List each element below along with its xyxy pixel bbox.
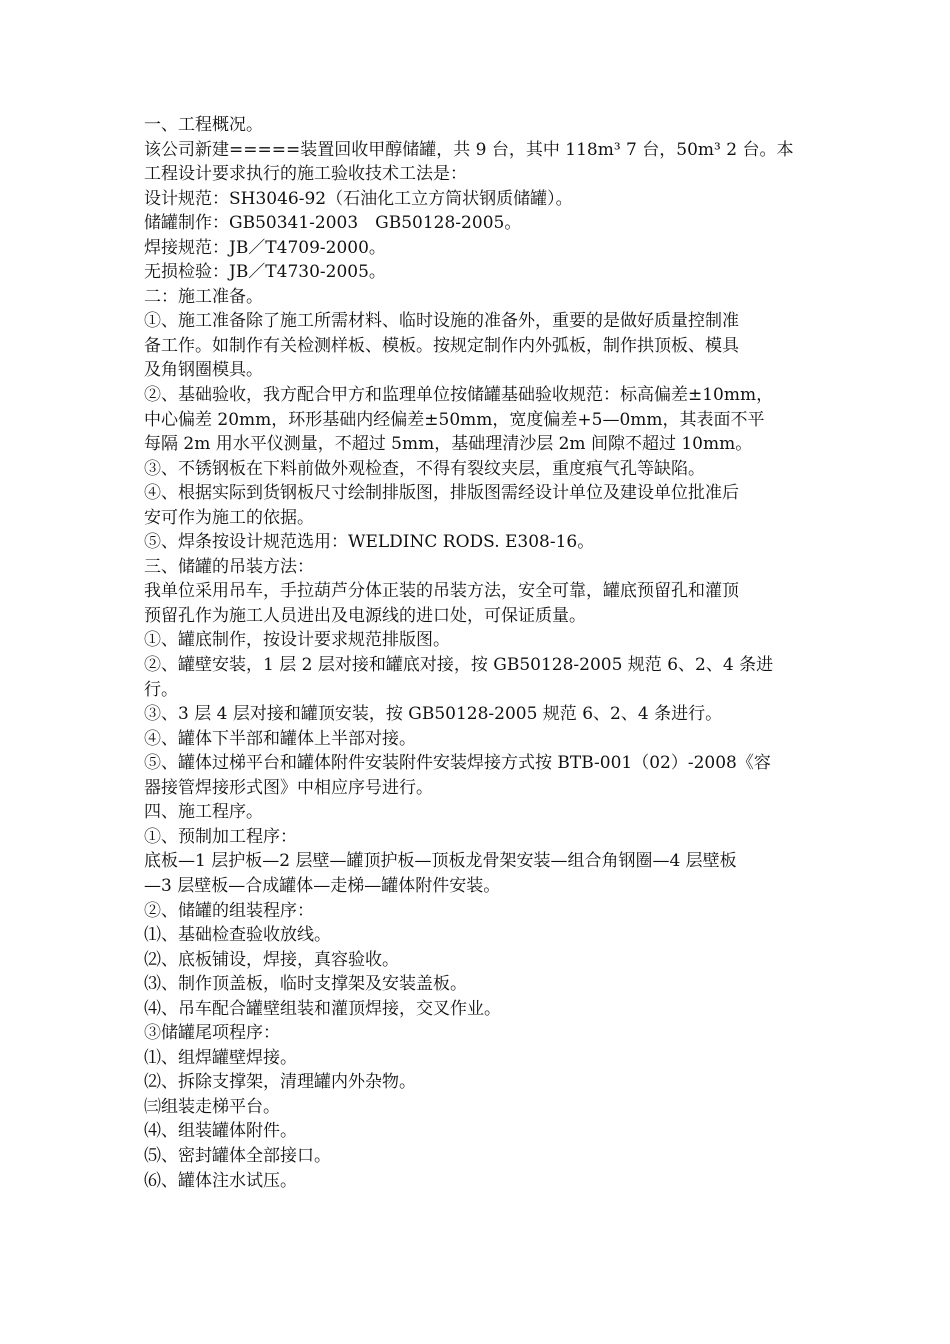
- text-line: 无损检验：JB／T4730-2005。: [144, 262, 386, 283]
- text-line: 中心偏差 20mm，环形基础内经偏差±50mm，宽度偏差+5—0mm，其表面不平: [144, 409, 765, 430]
- text-line: 储罐制作：GB50341-2003 GB50128-2005。: [144, 213, 522, 234]
- list-item: ⑴、基础检查验收放线。: [144, 925, 331, 946]
- text-line: 及角钢圈模具。: [144, 360, 263, 381]
- text-line: 安可作为施工的依据。: [144, 507, 314, 528]
- text-line: 行。: [144, 679, 178, 700]
- section-heading: 四、施工程序。: [144, 802, 263, 823]
- list-item: ⑷、吊车配合罐壁组装和灌顶焊接，交叉作业。: [144, 998, 501, 1019]
- text-line: ③储罐尾项程序：: [144, 1023, 280, 1044]
- text-line: 设计规范：SH3046-92（石油化工立方筒状钢质储罐）。: [144, 188, 573, 209]
- list-item: ⑷、组装罐体附件。: [144, 1121, 297, 1142]
- document-body: [144, 113, 812, 1193]
- text-line: ④、根据实际到货钢板尺寸绘制排版图，排版图需经设计单位及建设单位批准后: [144, 483, 739, 504]
- section-heading: 二：施工准备。: [144, 286, 263, 307]
- text-line: ①、罐底制作，按设计要求规范排版图。: [144, 630, 450, 651]
- list-item: ⑹、罐体注水试压。: [144, 1170, 297, 1191]
- text-line: ②、基础验收，我方配合甲方和监理单位按储罐基础验收规范：标高偏差±10mm，: [144, 385, 774, 406]
- text-line: 焊接规范：JB／T4709-2000。: [144, 237, 386, 258]
- text-line: 底板—1 层护板—2 层壁—罐顶护板—顶板龙骨架安装—组合角钢圈—4 层壁板: [144, 851, 737, 872]
- list-item: ⑵、底板铺设，焊接，真容验收。: [144, 949, 399, 970]
- text-line: ②、储罐的组装程序：: [144, 900, 314, 921]
- text-line: —3 层壁板—合成罐体—走梯—罐体附件安装。: [144, 875, 501, 896]
- list-item: ㈢组装走梯平台。: [144, 1096, 280, 1117]
- text-line: ④、罐体下半部和罐体上半部对接。: [144, 728, 416, 749]
- list-item: ⑴、组焊罐壁焊接。: [144, 1047, 297, 1068]
- text-line: 预留孔作为施工人员进出及电源线的进口处，可保证质量。: [144, 605, 586, 626]
- text-line: ⑤、焊条按设计规范选用：WELDINC RODS. E308-16。: [144, 532, 595, 553]
- text-line: ①、预制加工程序：: [144, 826, 297, 847]
- text-line: 器接管焊接形式图》中相应序号进行。: [144, 777, 433, 798]
- text-line: 该公司新建=====装置回收甲醇储罐，共 9 台，其中 118m³ 7 台，50m³ 2 台。本: [144, 139, 794, 160]
- text-line: 备工作。如制作有关检测样板、模板。按规定制作内外弧板，制作拱顶板、模具: [144, 335, 739, 356]
- text-line: ③、3 层 4 层对接和罐顶安装，按 GB50128-2005 规范 6、2、4 条进行。: [144, 704, 723, 725]
- list-item: ⑶、制作顶盖板，临时支撑架及安装盖板。: [144, 974, 467, 995]
- text-line: ⑤、罐体过梯平台和罐体附件安装附件安装焊接方式按 BTB-001（02）-2008《容: [144, 753, 771, 774]
- section-heading: 一、工程概况。: [144, 115, 263, 135]
- text-line: 每隔 2m 用水平仪测量，不超过 5mm，基础理清沙层 2m 间隙不超过 10mm。: [144, 434, 753, 455]
- list-item: ⑸、密封罐体全部接口。: [144, 1145, 331, 1166]
- text-line: 工程设计要求执行的施工验收技术工法是：: [144, 164, 467, 185]
- text-line: ③、不锈钢板在下料前做外观检查，不得有裂纹夹层，重度痕气孔等缺陷。: [144, 458, 705, 479]
- text-line: ②、罐壁安装，1 层 2 层对接和罐底对接，按 GB50128-2005 规范 6、2、4 条进: [144, 655, 774, 676]
- text-line: ①、施工准备除了施工所需材料、临时设施的准备外，重要的是做好质量控制准: [144, 311, 739, 332]
- list-item: ⑵、拆除支撑架，清理罐内外杂物。: [144, 1072, 416, 1093]
- section-heading: 三、储罐的吊装方法：: [144, 556, 314, 577]
- text-line: 我单位采用吊车，手拉葫芦分体正装的吊装方法，安全可靠，罐底预留孔和灌顶: [144, 581, 739, 602]
